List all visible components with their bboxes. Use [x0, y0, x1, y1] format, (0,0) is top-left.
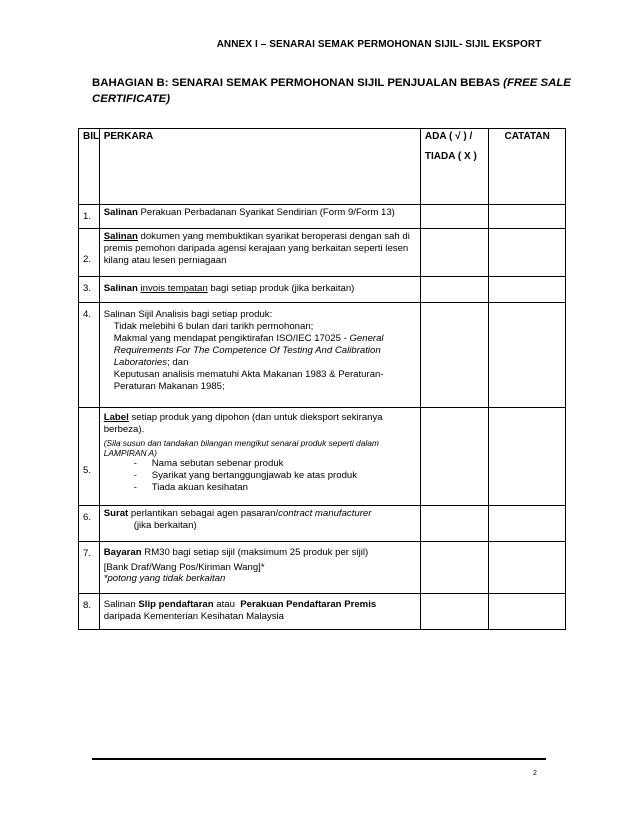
annex-title: ANNEX I – SENARAI SEMAK PERMOHONAN SIJIL- SIJIL EKSPORT [216, 39, 542, 50]
catatan-cell[interactable] [489, 506, 566, 542]
criteria-end: ; dan [167, 357, 189, 368]
row-number: 4. [79, 303, 100, 408]
list-item: - Nama sebutan sebenar produk [133, 458, 284, 469]
ada-tiada-cell[interactable] [420, 542, 488, 594]
footnote: *potong yang tidak berkaitan [103, 573, 226, 584]
section-heading-main: BAHAGIAN B: SENARAI SEMAK PERMOHONAN SIJIL PENJUALAN BEBAS [92, 77, 504, 89]
table-row [79, 229, 566, 277]
row-number: 3. [79, 277, 100, 303]
catatan-cell[interactable] [489, 303, 566, 408]
row-description [99, 303, 420, 408]
ada-tiada-cell[interactable] [420, 506, 488, 542]
header-bil: BIL [79, 129, 100, 205]
row-text: perlantikan sebagai agen pasaran/ [128, 508, 279, 519]
row-second-line: daripada Kementerian Kesihatan Malaysia [103, 611, 284, 622]
header-tiada: TIADA ( X ) [424, 151, 477, 162]
ada-tiada-cell[interactable] [420, 277, 488, 303]
row-number: 8. [79, 594, 100, 630]
catatan-cell[interactable] [489, 408, 566, 506]
row-second-line: (jika berkaitan) [133, 520, 197, 531]
catatan-cell[interactable] [489, 542, 566, 594]
header-ada-tiada [420, 129, 488, 205]
underlined-term: invois tempatan [140, 283, 208, 294]
ada-tiada-cell[interactable] [420, 303, 488, 408]
row-first-line [104, 547, 416, 559]
row-description [99, 277, 420, 303]
bold-term: Salinan [103, 283, 138, 294]
row-number: 2. [79, 229, 100, 277]
bold-term: Bayaran [103, 547, 142, 558]
row-first-line [104, 508, 416, 520]
table-row [79, 506, 566, 542]
list-item: - Syarikat yang bertanggungjawab ke atas produk [133, 470, 358, 481]
criteria-line [104, 333, 416, 369]
italic-term: contract manufacturer [278, 508, 372, 519]
bold-term: Perakuan Pendaftaran Premis [240, 599, 377, 610]
row-first-line: Salinan Slip pendaftaran atau Perakuan Pendaftaran Premis [103, 599, 377, 610]
criteria-italic: General Requirements For The Competence Of Testing And Calibration Laboratories [113, 333, 384, 368]
row-text: Perakuan Perbadanan Syarikat Sendirian (Form 9/Form 13) [137, 207, 395, 218]
table-row [79, 205, 566, 229]
table-row [79, 542, 566, 594]
ada-tiada-cell[interactable] [420, 594, 488, 630]
row-number: 5. [79, 408, 100, 506]
catatan-cell[interactable] [489, 594, 566, 630]
ada-tiada-cell[interactable] [420, 229, 488, 277]
page-number: 2 [533, 770, 537, 777]
catatan-cell[interactable] [489, 205, 566, 229]
list-item: - Tiada akuan kesihatan [133, 482, 248, 493]
bold-term: Slip pendaftaran [138, 599, 214, 610]
row-description [99, 542, 420, 594]
criteria-line: Tidak melebihi 6 bulan dari tarikh permohonan; [113, 321, 314, 332]
table-row [79, 408, 566, 506]
catatan-cell[interactable] [489, 277, 566, 303]
row-number: 7. [79, 542, 100, 594]
header-perkara: PERKARA [99, 129, 420, 205]
row-intro: Salinan Sijil Analisis bagi setiap produk: [103, 309, 273, 320]
row-description [99, 594, 420, 630]
criteria-plain: Makmal yang mendapat pengiktirafan ISO/IEC 17025 - [113, 333, 350, 344]
row-text: setiap produk yang dipohon (dan untuk dieksport sekiranya berbeza). [103, 412, 383, 435]
row-description [99, 408, 420, 506]
sorting-note: (Sila susun dan tandakan bilangan mengikut senarai produk seperti dalam LAMPIRAN A) [103, 438, 379, 458]
row-text: dokumen yang membuktikan syarikat beroperasi dengan sah di premis pemohon daripada agensi kerajaan yang berkaitan seperti lesen kilang atau lesen perniagaan [103, 231, 410, 266]
criteria-line: Keputusan analisis mematuhi Akta Makanan 1983 & Peraturan-Peraturan Makanan 1985; [113, 369, 384, 392]
header-ada: ADA ( √ ) / [424, 131, 473, 142]
row-description [99, 229, 420, 277]
table-row [79, 303, 566, 408]
bold-term: Salinan [103, 207, 138, 218]
ada-tiada-cell[interactable] [420, 205, 488, 229]
table-row [79, 594, 566, 630]
section-heading [92, 75, 592, 107]
table-row [79, 277, 566, 303]
catatan-cell[interactable] [489, 229, 566, 277]
bold-term: Label [103, 412, 129, 423]
payment-methods: [Bank Draf/Wang Pos/Kiriman Wang]* [103, 562, 265, 573]
row-text: RM30 bagi setiap sijil (maksimum 25 produk per sijil) [141, 547, 369, 558]
label-line [104, 412, 416, 436]
header-catatan: CATATAN [489, 129, 566, 205]
row-description [99, 205, 420, 229]
section-heading-italic: (FREE SALE CERTIFICATE) [92, 77, 571, 105]
footer-divider [92, 758, 546, 760]
row-description [99, 506, 420, 542]
checklist-table [78, 128, 566, 630]
row-number: 6. [79, 506, 100, 542]
bold-term: Salinan [103, 231, 138, 242]
bold-term: Surat [103, 508, 129, 519]
row-number: 1. [79, 205, 100, 229]
header-row [79, 129, 566, 205]
row-text: bagi setiap produk (jika berkaitan) [207, 283, 355, 294]
ada-tiada-cell[interactable] [420, 408, 488, 506]
